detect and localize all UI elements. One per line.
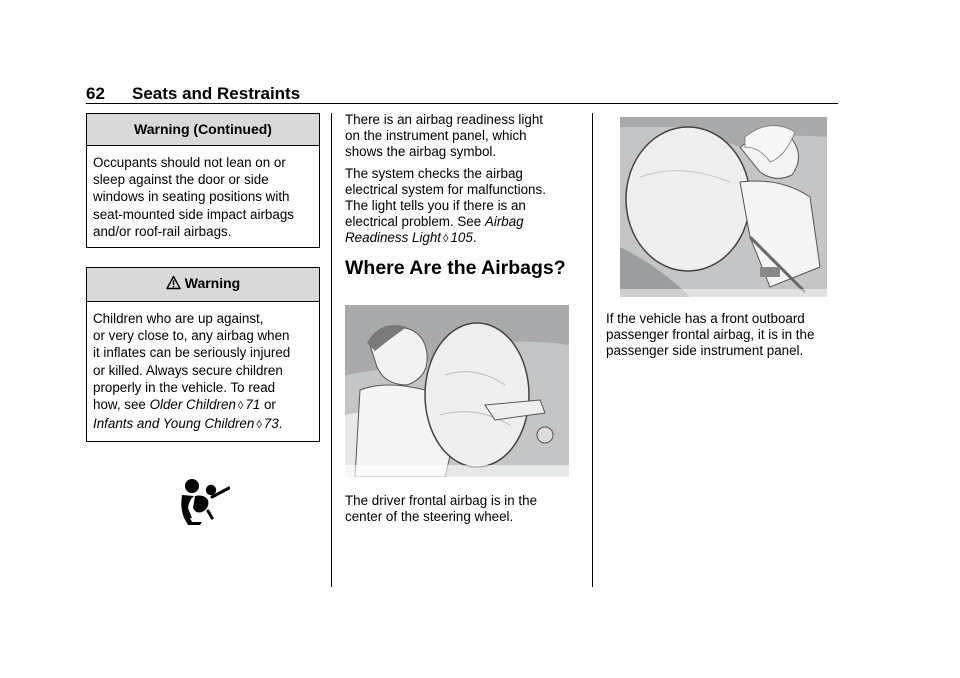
xref-icon: ◊ [237,400,244,413]
text-line: If the vehicle has a front outboard [606,311,805,326]
driver-airbag-illustration [345,305,569,477]
text-span: how, see [93,397,150,413]
link-airbag[interactable]: Airbag [484,214,524,229]
warning-continued-line: sleep against the door or side [93,172,269,188]
text-line: The system checks the airbag [345,166,523,181]
warning-line: Children who are up against, [93,311,264,326]
page-header [86,84,300,104]
warning-continued-line: windows in seating positions with [93,189,290,205]
warning-line: or very close to, any airbag when [93,328,290,344]
xref-icon: ◊ [256,419,262,432]
text-line: The driver frontal airbag is in the [345,493,538,508]
warning-continued-line: seat-mounted side impact airbags [93,206,294,222]
link-older-children-page[interactable]: 71 [245,397,261,413]
text-line: on the instrument panel, which [345,128,527,143]
warning-body [87,302,319,441]
text-line [345,230,546,247]
text-line [345,214,546,230]
column-divider-1 [331,113,332,587]
link-infants-page[interactable]: 73 [263,416,279,432]
warning-title-text: Warning [184,275,241,291]
text-line: The light tells you if there is an [345,198,526,213]
driver-airbag-caption [345,493,537,525]
text-span: or [260,397,276,413]
airbag-locations-heading: Where Are the Airbags? [345,257,566,279]
column-divider-2 [592,113,593,587]
warning-continued-title: Warning (Continued) [87,114,319,146]
section-title: Seats and Restraints [132,84,301,103]
readiness-paragraph [345,112,543,160]
text-line: There is an airbag readiness light [345,112,543,127]
text-span: . [278,416,283,432]
link-readiness-light-page[interactable]: 105 [450,230,473,245]
xref-icon: ◊ [443,233,449,245]
warning-triangle-icon [166,275,181,293]
warning-line: or killed. Always secure children [93,362,283,378]
passenger-airbag-caption [606,311,814,359]
text-line: electrical system for malfunctions. [345,182,546,197]
warning-continued-box [86,113,320,248]
warning-continued-line: and/or roof-rail airbags. [93,223,232,239]
warning-line [93,396,314,415]
page-number: 62 [86,84,105,103]
header-rule [86,103,838,104]
warning-box [86,267,320,442]
text-line: passenger frontal airbag, it is in the [606,327,815,342]
link-readiness-light[interactable]: Readiness Light [345,230,442,245]
airbag-readiness-icon [178,478,230,531]
text-line: passenger side instrument panel. [606,343,804,358]
warning-line: it inflates can be seriously injured [93,345,291,361]
warning-title [87,268,319,302]
warning-continued-line: Occupants should not lean on or [93,155,286,170]
warning-line [93,415,314,434]
text-span: . [472,230,477,245]
text-line: center of the steering wheel. [345,509,514,524]
passenger-airbag-illustration [620,117,827,297]
warning-continued-body [87,146,319,247]
system-check-paragraph [345,166,546,247]
link-infants-young-children[interactable]: Infants and Young Children [93,416,255,432]
text-line: shows the airbag symbol. [345,144,497,159]
warning-line: properly in the vehicle. To read [93,379,276,395]
link-older-children[interactable]: Older Children [149,397,236,413]
text-span: electrical problem. See [345,214,485,229]
